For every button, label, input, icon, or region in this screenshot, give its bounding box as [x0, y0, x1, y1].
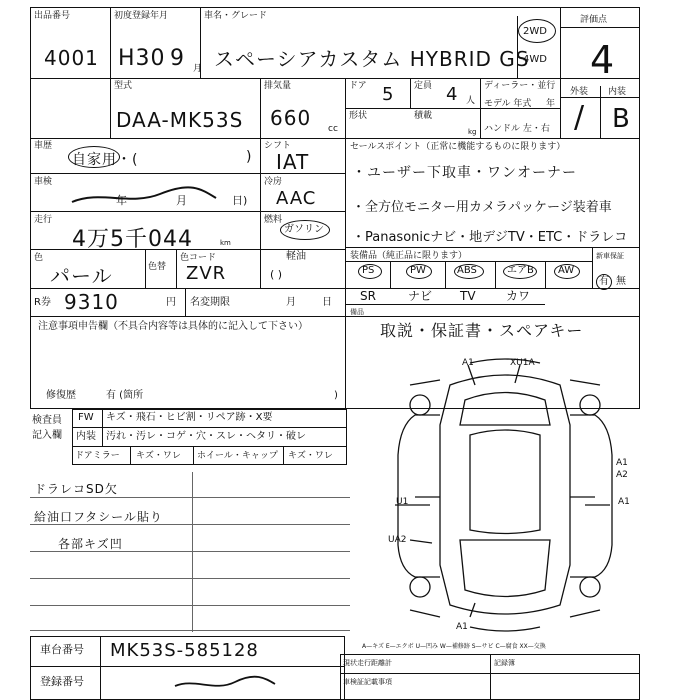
shape-label: 形状	[349, 111, 368, 121]
ac-label: 冷房	[264, 177, 283, 187]
doors: 5	[382, 84, 395, 105]
grid-r3-c3: ホイール・キャップ	[197, 451, 278, 461]
dealer-label: ディーラー・並行	[484, 81, 556, 91]
sales-point-1: ・ユーザー下取車・ワンオーナー	[352, 165, 577, 181]
first-reg-label: 初度登録年月	[114, 11, 169, 21]
displacement-label: 排気量	[264, 81, 292, 91]
color-change-label: 色替	[148, 262, 167, 272]
mileage: 4万5千044	[72, 227, 193, 252]
equip-ps: PS	[362, 265, 375, 276]
capacity-label: 定員	[414, 81, 433, 91]
interior-score: B	[612, 104, 631, 134]
month-unit: 月	[193, 64, 203, 74]
chassis: MK53S-585128	[110, 640, 259, 661]
name-change-month: 月	[286, 297, 296, 308]
extras: 取説・保証書・スペアキー	[380, 321, 584, 340]
drive-4wd: 4WD	[523, 54, 547, 65]
fuel-paren: ( )	[270, 268, 283, 281]
box-label-2: 記録簿	[494, 659, 515, 667]
mark-3: A1	[616, 458, 628, 468]
drive-2wd: 2WD	[523, 26, 547, 37]
capacity: 4	[446, 84, 459, 105]
new-warranty-label: 新車保証	[596, 252, 624, 260]
warranty-no: 無	[616, 276, 626, 287]
extras-label: 備品	[350, 308, 364, 316]
notes-label: 注意事項申告欄（不具合内容等は具体的に記入して下さい）	[38, 321, 308, 332]
grid-r3-c4: キズ・ワレ	[288, 451, 333, 461]
grid-r2-head: 内装	[76, 431, 96, 442]
color-code: ZVR	[186, 263, 227, 284]
grid-r3-c1: ドアミラー	[75, 451, 120, 461]
grid-r3-c2: キズ・ワレ	[136, 451, 181, 461]
sales-point-2: ・全方位モニター用カメラパッケージ装着車	[352, 200, 612, 215]
inspection-close: )	[246, 149, 252, 165]
model-code: DAA-MK53S	[116, 108, 244, 132]
name-change-label: 名変期限	[190, 297, 230, 308]
repair-close: )	[334, 390, 338, 401]
shaken-hi: 日)	[232, 194, 248, 207]
shaken-nen: 年	[116, 194, 127, 207]
repair-value: 有 (箇所	[106, 390, 144, 401]
equip-abs: ABS	[457, 265, 477, 276]
chassis-label: 車台番号	[40, 643, 84, 656]
shaken-tsuki: 月	[176, 194, 187, 207]
mark-1: A1	[462, 358, 474, 368]
exterior-label: 外装	[570, 87, 589, 97]
color-label: 色	[34, 253, 44, 263]
year-unit: 年	[546, 99, 556, 109]
grid-r2-body: 汚れ・汚レ・コゲ・穴・スレ・ヘタリ・破レ	[106, 431, 306, 442]
inspection-value: 自家用・(	[72, 152, 139, 168]
load-label: 積載	[414, 111, 433, 121]
shaken-scribble	[70, 186, 220, 208]
equip-navi: ナビ	[408, 289, 433, 303]
equip-pw: PW	[410, 265, 426, 276]
model-grade-label: 車名・グレード	[204, 11, 268, 21]
mileage-label: 走行	[34, 215, 53, 225]
first-reg-month: 9	[170, 46, 185, 71]
equip-sr: SR	[360, 289, 376, 303]
shaken-label: 車検	[34, 177, 53, 187]
model-grade: スペーシアカスタム HYBRID GS	[214, 47, 530, 71]
equipment-label: 装備品（純正品に限ります）	[350, 251, 468, 261]
lot-no: 4001	[44, 46, 99, 70]
note-1: ドラレコSD欠	[34, 482, 118, 496]
grid-r1-body: キズ・飛石・ヒビ割・リペア跡・X要	[106, 412, 273, 423]
ac: AAC	[276, 188, 317, 209]
mark-2: XU1A	[510, 358, 535, 368]
km-unit: km	[220, 239, 231, 247]
cc-unit: cc	[328, 124, 338, 134]
box-label-3: 車検証記載事項	[343, 678, 392, 686]
inspector-label-2: 記入欄	[32, 430, 62, 441]
sales-points-label: セールスポイント（正常に機能するものに限ります）	[350, 142, 566, 152]
displacement: 660	[270, 106, 312, 130]
repair-label: 修復歴	[46, 390, 76, 401]
mark-6: A1	[618, 497, 630, 507]
note-2: 給油口フタシール貼り	[34, 510, 163, 524]
fuel-label: 燃料	[264, 215, 283, 225]
inspection-label: 車歴	[34, 141, 53, 151]
doors-label: ドア	[349, 81, 367, 91]
color: パール	[50, 264, 113, 288]
mark-4: A2	[616, 470, 628, 480]
model-year-label: モデル 年式	[484, 99, 532, 109]
color-code-label: 色コード	[180, 253, 217, 263]
box-label-1: 現状走行距離計	[343, 659, 392, 667]
score: 4	[590, 38, 616, 82]
recycle-label: R券	[34, 297, 51, 308]
first-reg-era: H30	[118, 46, 166, 71]
equip-airbag: エアB	[507, 265, 534, 276]
fuel-light: 軽油	[286, 251, 306, 262]
damage-legend: A—キズ E—エクボ U—凹み W—補修跡 S—サビ C—腐食 XX—交換	[362, 643, 546, 650]
sales-point-3: ・Panasonicナビ・地デジTV・ETC・ドラレコ	[352, 230, 628, 245]
equip-leather: カワ	[506, 289, 531, 303]
grid-r1-head: FW	[78, 412, 94, 423]
reg-label: 登録番号	[40, 675, 84, 688]
model-code-label: 型式	[114, 81, 133, 91]
shift: IAT	[276, 150, 310, 174]
interior-label: 内装	[608, 87, 627, 97]
yen-unit: 円	[166, 297, 176, 308]
recycle-value: 9310	[64, 290, 119, 314]
name-change-day: 日	[322, 297, 332, 308]
inspector-label-1: 検査員	[32, 415, 62, 426]
exterior-mark: /	[574, 100, 586, 135]
shift-label: シフト	[264, 141, 292, 151]
equip-aw: AW	[558, 265, 575, 276]
lot-no-label: 出品番号	[34, 11, 71, 21]
warranty-yes: 有	[599, 276, 609, 287]
mark-7: UA2	[388, 535, 407, 545]
score-label: 評価点	[580, 15, 608, 25]
mark-8: A1	[456, 622, 468, 632]
kg-unit: kg	[468, 128, 477, 136]
fuel: ガソリン	[284, 224, 324, 235]
handle-label: ハンドル 左・右	[484, 124, 550, 134]
note-3: 各部キズ凹	[58, 537, 123, 551]
capacity-unit: 人	[466, 96, 476, 106]
car-damage-diagram	[370, 355, 640, 635]
equip-tv: TV	[460, 289, 476, 303]
mark-5: U1	[396, 497, 409, 507]
